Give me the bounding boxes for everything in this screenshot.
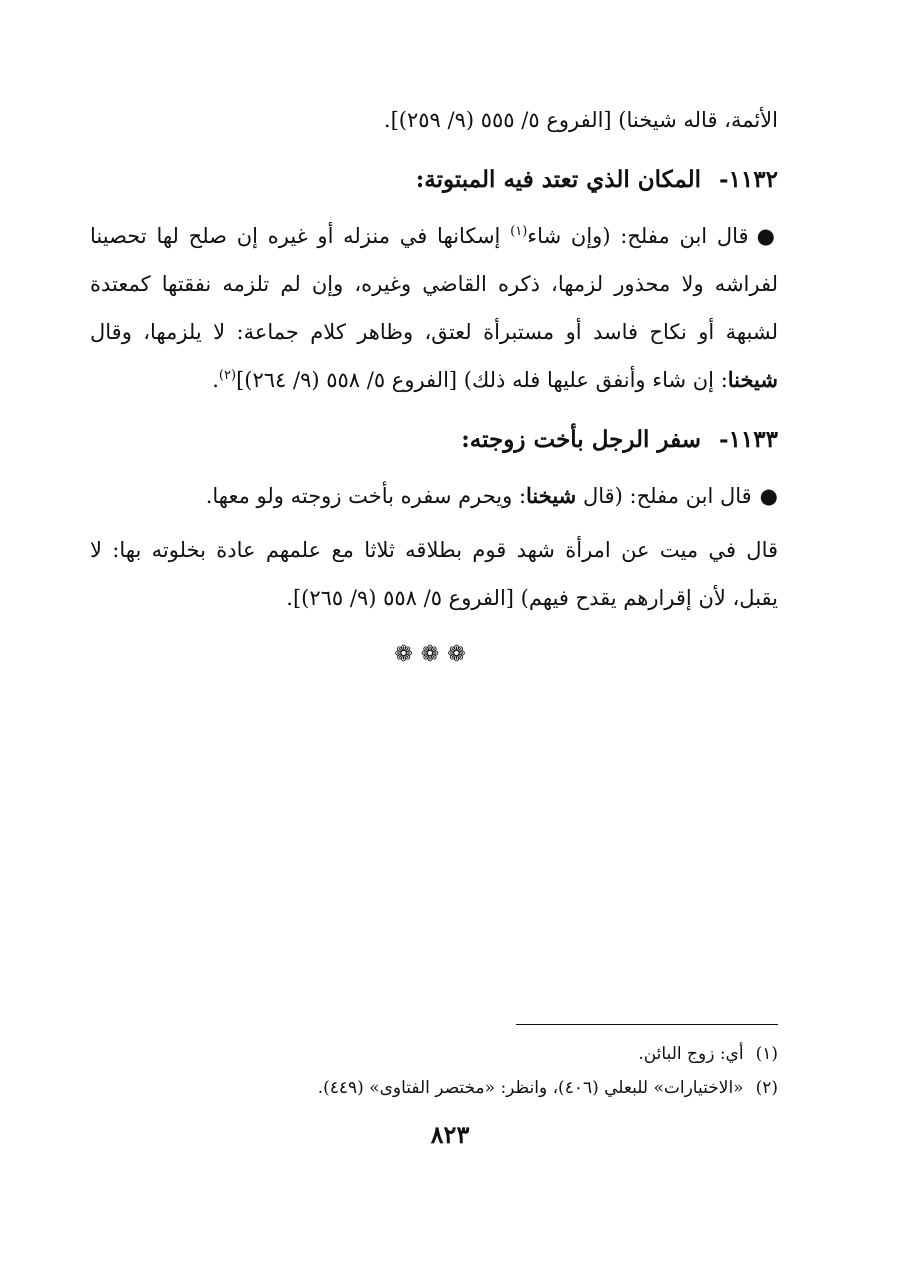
- section-number: ١١٣٢-: [719, 166, 778, 193]
- section-number: ١١٣٣-: [719, 426, 778, 453]
- ornament-divider-icon: ❁❁❁: [394, 642, 474, 667]
- paragraph-text: قال في ميت عن امرأة شهد قوم بطلاقه ثلاثا مع علمهم عادة بخلوته بها: لا يقبل، لأن إقرارهم يقدح فيهم) [الفروع ٥/ ٥٥٨ (٩/ ٢٦٥)].: [90, 538, 778, 610]
- bold-term: شيخنا: [727, 367, 778, 392]
- paragraph-text: .: [212, 368, 219, 392]
- paragraph-1132: [90, 212, 778, 404]
- footnote-divider: [516, 1024, 778, 1025]
- footnote-text: أي: زوج البائن.: [638, 1044, 744, 1064]
- paragraph-text: قال ابن مفلح: (قال: [576, 484, 752, 508]
- bullet-icon: ●: [759, 484, 778, 508]
- footnote-ref-1[interactable]: (١): [510, 224, 528, 239]
- footnote-ref-2[interactable]: (٢): [218, 368, 237, 383]
- section-title: سفر الرجل بأخت زوجته:: [461, 426, 702, 453]
- section-title: المكان الذي تعتد فيه المبتوتة:: [415, 166, 702, 193]
- paragraph-continuation: [90, 96, 778, 144]
- page-body: [90, 96, 778, 667]
- page-number: ٨٢٣: [430, 1120, 470, 1149]
- section-heading-1133: [90, 416, 778, 464]
- paragraph-text: الأئمة، قاله شيخنا) [الفروع ٥/ ٥٥٥ (٩/ ٢٥٩)].: [383, 108, 778, 132]
- footnote-number: (١): [755, 1044, 778, 1064]
- paragraph-ruling: [90, 526, 778, 622]
- section-heading-1132: [90, 156, 778, 204]
- footnotes: [90, 1024, 778, 1105]
- footnote-text: «الاختيارات» للبعلي (٤٠٦)، وانظر: «مختصر الفتاوى» (٤٤٩).: [317, 1078, 744, 1098]
- footnote-2: [90, 1071, 778, 1105]
- paragraph-text: : إن شاء وأنفق عليها فله ذلك) [الفروع ٥/ ٥٥٨ (٩/ ٢٦٤)]: [236, 368, 728, 392]
- paragraph-1133: [90, 472, 778, 520]
- paragraph-text: قال ابن مفلح: (وإن شاء: [527, 224, 749, 248]
- bold-term: شيخنا: [526, 483, 577, 508]
- footnote-1: [90, 1037, 778, 1071]
- footnote-number: (٢): [755, 1078, 778, 1098]
- paragraph-text: : ويحرم سفره بأخت زوجته ولو معها.: [205, 484, 527, 508]
- bullet-icon: ●: [756, 224, 778, 248]
- paragraph-text: إسكانها في منزله أو غيره إن صلح لها تحصينا لفراشه ولا محذور لزمها، ذكره القاضي وغيره، وإن لم تلزمه نفقتها كمعتدة لشبهة أو نكاح فاسد أو مستبرأة لعتق، وظاهر كلام جماعة: لا يلزمها، وقال: [90, 224, 778, 344]
